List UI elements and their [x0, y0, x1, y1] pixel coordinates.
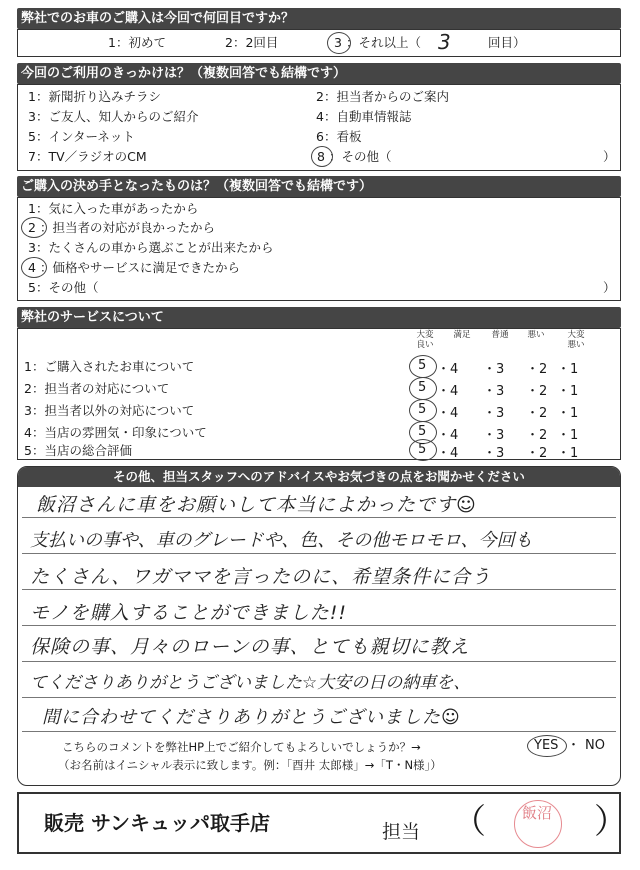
score-4[interactable]: ・4	[437, 362, 459, 377]
q1-option-3-label: ：それ以上（	[346, 35, 422, 50]
score-4[interactable]: ・4	[437, 384, 459, 399]
q1-option-2[interactable]: 2：2回目	[225, 35, 279, 50]
q4-header: 弊社のサービスについて	[17, 307, 621, 328]
score-1[interactable]: ・1	[557, 446, 579, 461]
q3-option-1[interactable]: 1：気に入った車があったから	[28, 201, 199, 216]
score-2[interactable]: ・2	[526, 446, 548, 461]
staff-open-paren: （	[452, 802, 486, 842]
q2-option-4[interactable]: 4：自動車情報誌	[316, 109, 412, 124]
q1-suffix: 回目）	[488, 35, 526, 50]
score-1[interactable]: ・1	[557, 428, 579, 443]
comment-line-4[interactable]: モノを購入することができました!!	[30, 602, 348, 624]
q2-option-2[interactable]: 2：担当者からのご案内	[316, 89, 449, 104]
score-2[interactable]: ・2	[526, 406, 548, 421]
q2-header: 今回のご利用のきっかけは？（複数回答でも結構です）	[17, 63, 621, 84]
score-5[interactable]: 5	[418, 380, 427, 395]
col-label-4: 満足	[453, 330, 471, 340]
yes-option[interactable]: YES	[534, 738, 559, 753]
store-name: 販売 サンキュッパ取手店	[44, 811, 270, 835]
q3-option-4-num[interactable]: 4	[28, 260, 36, 275]
comment-line-5[interactable]: 保険の事、月々のローンの事、とても親切に教え	[30, 636, 470, 658]
score-1[interactable]: ・1	[557, 406, 579, 421]
score-1[interactable]: ・1	[557, 384, 579, 399]
col-label-3: 普通	[491, 330, 509, 340]
score-3[interactable]: ・3	[483, 362, 505, 377]
initials-note: （お名前はイニシャル表示に致します。例：「酉井 太郎様」→「T・N様」）	[58, 758, 442, 772]
score-5[interactable]: 5	[418, 402, 427, 417]
q3-option-2-label: ：担当者の対応が良かったから	[40, 220, 216, 235]
score-5[interactable]: 5	[418, 424, 427, 439]
q2-option-8-close: ）	[603, 149, 616, 164]
comment-line-7[interactable]: 間に合わせてくださりありがとうございました☺	[42, 707, 461, 728]
comment-line-1[interactable]: 飯沼さんに車をお願いして本当によかったです☺	[36, 494, 477, 516]
comments-header: その他、担当スタッフへのアドバイスやお気づきの点をお聞かせください	[113, 469, 525, 484]
comment-line-3[interactable]: たくさん、ワガママを言ったのに、希望条件に合う	[30, 566, 492, 588]
score-2[interactable]: ・2	[526, 428, 548, 443]
score-5[interactable]: 5	[418, 358, 427, 373]
q2-option-3[interactable]: 3：ご友人、知人からのご紹介	[28, 109, 199, 124]
ruled-line	[22, 553, 616, 554]
q3-option-2-num[interactable]: 2	[28, 220, 36, 235]
score-4[interactable]: ・4	[437, 406, 459, 421]
ruled-line	[22, 517, 616, 518]
score-2[interactable]: ・2	[526, 362, 548, 377]
q1-option-1[interactable]: 1：初めて	[108, 35, 166, 50]
q2-option-5[interactable]: 5：インターネット	[28, 129, 135, 144]
ruled-line	[22, 697, 616, 698]
q1-answer[interactable]: 3	[438, 30, 452, 54]
score-3[interactable]: ・3	[483, 384, 505, 399]
score-4[interactable]: ・4	[437, 428, 459, 443]
ruled-line	[22, 625, 616, 626]
score-3[interactable]: ・3	[483, 446, 505, 461]
no-option[interactable]: NO	[585, 738, 605, 753]
permission-question: こちらのコメントを弊社HP上でご紹介してもよろしいでしょうか？→	[62, 740, 421, 754]
q3-option-4-label: ：価格やサービスに満足できたから	[40, 260, 241, 275]
comment-line-2[interactable]: 支払いの事や、車のグレードや、色、その他モロモロ、今回も	[30, 530, 533, 551]
col-label-2: 悪い	[527, 330, 545, 340]
staff-stamp-text: 飯沼	[522, 804, 553, 822]
q1-header: 弊社でのお車のご購入は今回で何回目ですか？	[17, 8, 621, 29]
q2-option-1[interactable]: 1：新聞折り込みチラシ	[28, 89, 161, 104]
score-3[interactable]: ・3	[483, 406, 505, 421]
q3-option-5-close: ）	[603, 280, 616, 295]
col-label-5: 大変良い	[416, 330, 434, 350]
score-3[interactable]: ・3	[483, 428, 505, 443]
ruled-line	[22, 589, 616, 590]
q4-item-label: 1：ご購入されたお車について	[24, 359, 195, 374]
q2-option-6[interactable]: 6：看板	[316, 129, 362, 144]
score-4[interactable]: ・4	[437, 446, 459, 461]
score-2[interactable]: ・2	[526, 384, 548, 399]
q2-option-8-label: ：その他（	[329, 149, 392, 164]
q2-option-7[interactable]: 7：TV／ラジオのCM	[28, 149, 147, 164]
q3-option-3[interactable]: 3：たくさんの車から選ぶことが出来たから	[28, 240, 274, 255]
q4-item-label: 4：当店の雰囲気・印象について	[24, 425, 207, 440]
yes-no-separator: ・	[567, 738, 581, 753]
q3-header: ご購入の決め手となったものは？（複数回答でも結構です）	[17, 176, 621, 197]
ruled-line	[22, 731, 616, 732]
q3-option-5[interactable]: 5：その他（	[28, 280, 99, 295]
ruled-line	[22, 661, 616, 662]
staff-label: 担当	[382, 821, 421, 843]
col-label-1: 大変悪い	[567, 330, 585, 350]
staff-close-paren: ）	[594, 802, 628, 842]
q4-item-label: 2：担当者の対応について	[24, 381, 170, 396]
comment-line-6[interactable]: てくださりありがとうございました☆大安の日の納車を、	[30, 673, 471, 693]
q1-option-3-num[interactable]: 3	[334, 35, 342, 50]
q4-item-label: 3：担当者以外の対応について	[24, 403, 195, 418]
score-5[interactable]: 5	[418, 442, 427, 457]
q2-option-8-num[interactable]: 8	[317, 149, 325, 164]
q4-item-label: 5：当店の総合評価	[24, 443, 132, 458]
score-1[interactable]: ・1	[557, 362, 579, 377]
